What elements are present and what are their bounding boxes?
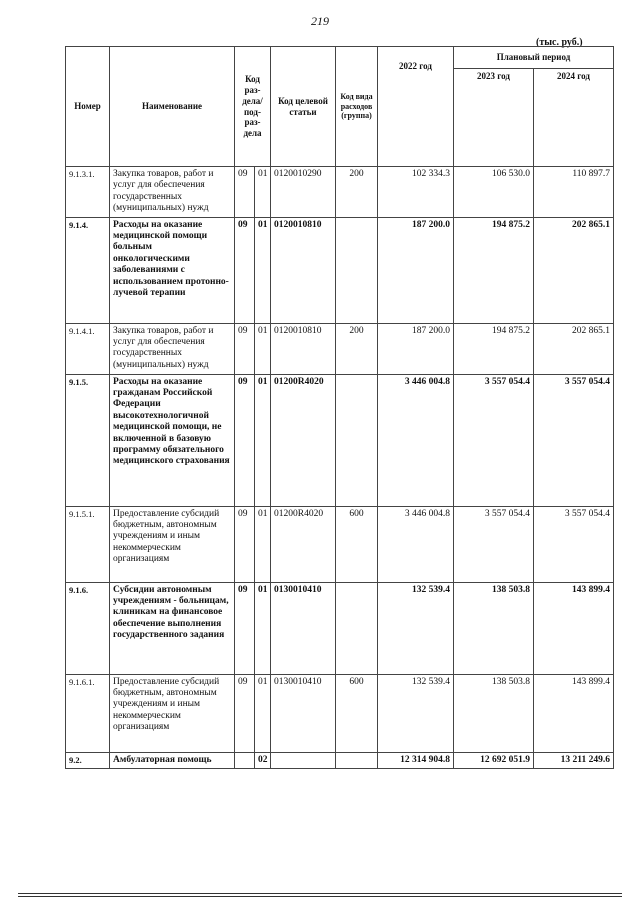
table-row: [66, 752, 614, 768]
units-label: (тыс. руб.): [536, 37, 583, 48]
row-2022: 132 539.4: [378, 674, 454, 752]
table-row: [66, 374, 614, 506]
table-row: [66, 674, 614, 752]
row-target: 0130010410: [271, 582, 336, 674]
row-2022: 102 334.3: [378, 167, 454, 218]
header-2022: 2022 год: [378, 47, 454, 167]
table-row: [66, 167, 614, 218]
row-type: [336, 217, 378, 323]
row-target: 01200R4020: [271, 506, 336, 582]
row-2022: 3 446 004.8: [378, 506, 454, 582]
row-name: Субсидии автономным учреждениям - больницам, клиникам на финансовое обеспечение выполнения государственного задания: [110, 582, 235, 674]
row-subsection: 01: [255, 167, 271, 218]
row-2022: 187 200.0: [378, 217, 454, 323]
row-subsection: 01: [255, 506, 271, 582]
row-type: 600: [336, 674, 378, 752]
header-section-code: Код раз-дела/ под-раз-дела: [235, 47, 271, 167]
row-target: 0120010290: [271, 167, 336, 218]
row-type: [336, 374, 378, 506]
row-target: 01200R4020: [271, 374, 336, 506]
row-name: Расходы на оказание медицинской помощи больным онкологическими заболеваниями с использованием протонно-лучевой терапии: [110, 217, 235, 323]
row-target: [271, 752, 336, 768]
header-2024: 2024 год: [534, 69, 614, 167]
row-2023: 12 692 051.9: [454, 752, 534, 768]
row-target: 0120010810: [271, 217, 336, 323]
row-section: 09: [235, 374, 255, 506]
row-subsection: 01: [255, 674, 271, 752]
header-number: Номер: [66, 47, 110, 167]
row-number: 9.1.6.1.: [66, 674, 110, 752]
row-type: 200: [336, 323, 378, 374]
row-section: 09: [235, 506, 255, 582]
row-type: 600: [336, 506, 378, 582]
row-number: 9.1.3.1.: [66, 167, 110, 218]
row-section: 09: [235, 167, 255, 218]
table-row: [66, 582, 614, 674]
row-2024: 143 899.4: [534, 674, 614, 752]
row-2024: 143 899.4: [534, 582, 614, 674]
row-2023: 138 503.8: [454, 674, 534, 752]
row-2022: 3 446 004.8: [378, 374, 454, 506]
row-2024: 202 865.1: [534, 323, 614, 374]
row-2024: 3 557 054.4: [534, 374, 614, 506]
row-subsection: 01: [255, 582, 271, 674]
row-target: 0130010410: [271, 674, 336, 752]
row-number: 9.1.4.1.: [66, 323, 110, 374]
row-section: 09: [235, 323, 255, 374]
row-type: [336, 582, 378, 674]
row-section: 09: [235, 217, 255, 323]
row-2023: 3 557 054.4: [454, 374, 534, 506]
header-2023: 2023 год: [454, 69, 534, 167]
row-2023: 194 875.2: [454, 217, 534, 323]
bottom-rule: [18, 893, 622, 894]
row-target: 0120010810: [271, 323, 336, 374]
row-2024: 13 211 249.6: [534, 752, 614, 768]
row-2022: 132 539.4: [378, 582, 454, 674]
row-section: 09: [235, 674, 255, 752]
row-type: 200: [336, 167, 378, 218]
row-name: Предоставление субсидий бюджетным, автономным учреждениям и иным некоммерческим организациям: [110, 506, 235, 582]
header-expense-type: Код вида расходов (группа): [336, 47, 378, 167]
row-2023: 3 557 054.4: [454, 506, 534, 582]
row-subsection: 01: [255, 374, 271, 506]
row-2022: 12 314 904.8: [378, 752, 454, 768]
row-2024: 202 865.1: [534, 217, 614, 323]
row-number: 9.1.6.: [66, 582, 110, 674]
row-subsection: 02: [255, 752, 271, 768]
bottom-rule: [18, 896, 622, 897]
row-subsection: 01: [255, 323, 271, 374]
row-2023: 138 503.8: [454, 582, 534, 674]
row-type: [336, 752, 378, 768]
row-2024: 3 557 054.4: [534, 506, 614, 582]
row-2024: 110 897.7: [534, 167, 614, 218]
row-name: Закупка товаров, работ и услуг для обеспечения государственных (муниципальных) нужд: [110, 323, 235, 374]
table-row: [66, 323, 614, 374]
header-plan-period: Плановый период: [454, 47, 614, 69]
row-2022: 187 200.0: [378, 323, 454, 374]
row-name: Закупка товаров, работ и услуг для обеспечения государственных (муниципальных) нужд: [110, 167, 235, 218]
table-row: [66, 506, 614, 582]
row-number: 9.1.5.1.: [66, 506, 110, 582]
row-section: 09: [235, 582, 255, 674]
row-number: 9.2.: [66, 752, 110, 768]
page-number: 219: [311, 14, 329, 28]
row-name: Амбулаторная помощь: [110, 752, 235, 768]
row-2023: 194 875.2: [454, 323, 534, 374]
row-2023: 106 530.0: [454, 167, 534, 218]
row-number: 9.1.5.: [66, 374, 110, 506]
row-name: Расходы на оказание гражданам Российской Федерации высокотехнологичной медицинской помощи, не включенной в базовую программу обязательного медицинского страхования: [110, 374, 235, 506]
row-number: 9.1.4.: [66, 217, 110, 323]
row-subsection: 01: [255, 217, 271, 323]
header-target-code: Код целевой статьи: [271, 47, 336, 167]
budget-table: [65, 46, 614, 769]
row-name: Предоставление субсидий бюджетным, автономным учреждениям и иным некоммерческим организациям: [110, 674, 235, 752]
header-name: Наименование: [110, 47, 235, 167]
row-section: [235, 752, 255, 768]
table-row: [66, 217, 614, 323]
